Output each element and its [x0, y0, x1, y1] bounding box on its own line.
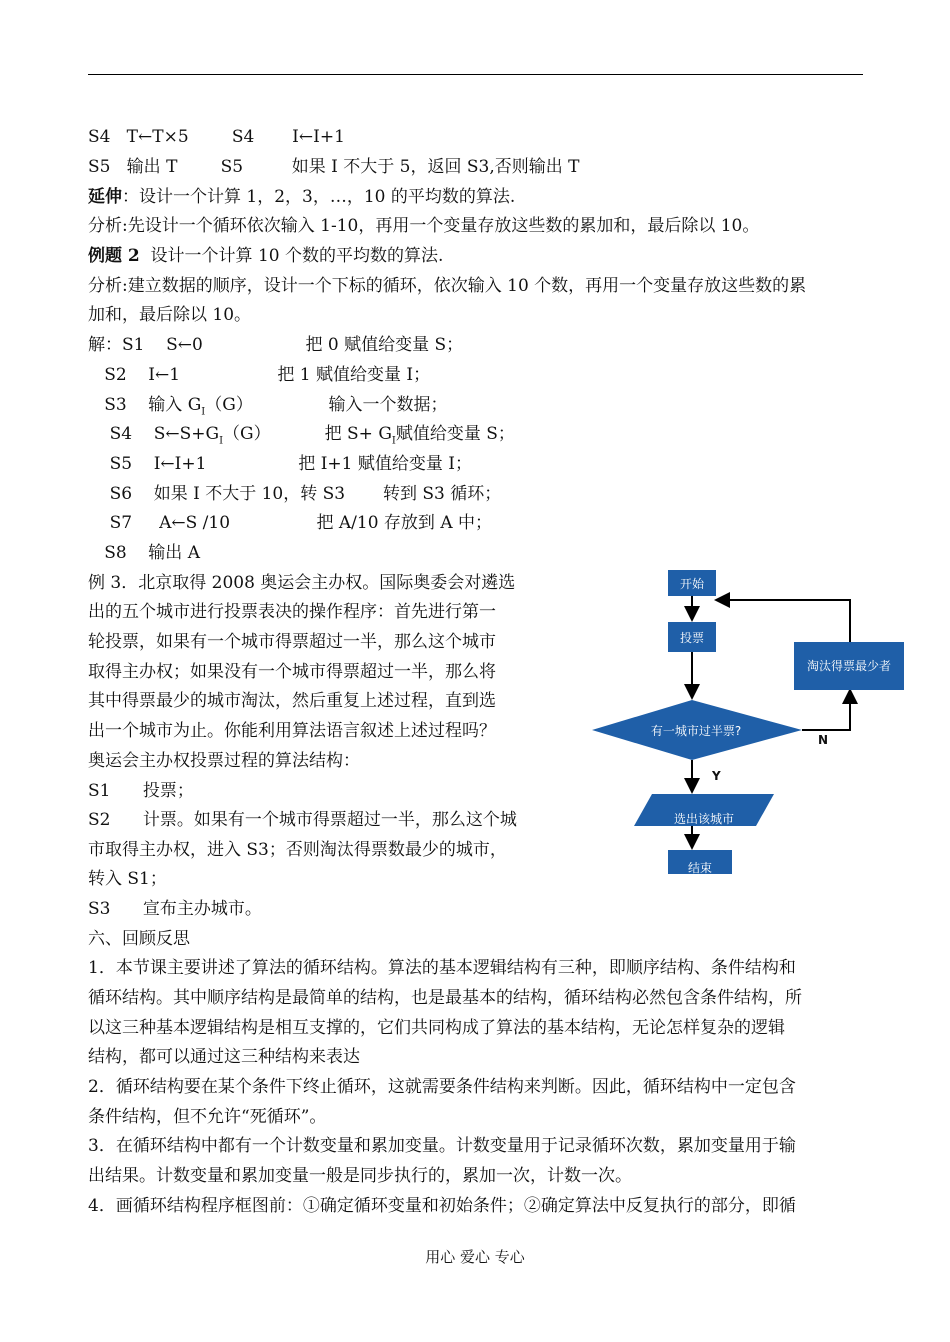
- page-footer: 用心 爱心 专心: [425, 1248, 525, 1266]
- step-s3: S3 输入 G: [88, 395, 202, 415]
- text-line: S4 T←T×5 S4 I←I+1: [88, 127, 345, 147]
- text-line: 4．画循环结构程序框图前：①确定循环变量和初始条件；②确定算法中反复执行的部分，即循: [88, 1196, 796, 1216]
- subscript-i: I: [201, 406, 206, 418]
- text-line: 分析:建立数据的顺序，设计一个下标的循环，依次输入 10 个数，再用一个变量存放这些数的累: [88, 276, 807, 296]
- text-line: S1 投票；: [88, 781, 194, 801]
- text-line: 2．循环结构要在某个条件下终止循环，这就需要条件结构来判断。因此，循环结构中一定包含: [88, 1077, 796, 1097]
- decision-label: 有一城市过半票?: [650, 724, 742, 738]
- text-line: 条件结构，但不允许“死循环”。: [88, 1107, 327, 1127]
- extend-text: ：设计一个计算 1，2，3，…，10 的平均数的算法.: [122, 187, 516, 207]
- text-line: [88, 394, 447, 423]
- no-arrow: [802, 692, 850, 730]
- text-line: 市取得主办权，进入 S3；否则淘汰得票数最少的城市，: [88, 840, 507, 860]
- text-line: [88, 186, 515, 208]
- extend-label: 延伸: [88, 187, 122, 207]
- text-line: 分析:先设计一个循环依次输入 1-10，再用一个变量存放这些数的累加和，最后除以 10。: [88, 216, 760, 236]
- select-label: 选出该城市: [673, 812, 735, 826]
- eliminate-label: 淘汰得票最少者: [806, 659, 892, 673]
- step-s3-rest: （G） 输入一个数据；: [205, 395, 448, 415]
- text-line: 轮投票，如果有一个城市得票超过一半，那么这个城市: [88, 632, 496, 652]
- text-line: 转入 S1；: [88, 869, 167, 889]
- header-rule: [88, 74, 863, 75]
- text-line: 循环结构。其中顺序结构是最简单的结构，也是最基本的结构，循环结构必然包含条件结构，所: [88, 988, 802, 1008]
- text-line: 出的五个城市进行投票表决的操作程序：首先进行第一: [88, 602, 496, 622]
- text-line: S2 I←1 把 1 赋值给变量 I；: [88, 365, 431, 385]
- vote-label: 投票: [679, 631, 705, 645]
- text-line: 例 3．北京取得 2008 奥运会主办权。国际奥委会对遴选: [88, 573, 516, 593]
- text-line: 解：S1 S←0 把 0 赋值给变量 S；: [88, 335, 464, 355]
- text-line: 出一个城市为止。你能利用算法语言叙述上述过程吗？: [88, 721, 496, 741]
- subscript-i: I: [219, 435, 224, 447]
- step-s4: S4 S←S+G: [88, 424, 220, 444]
- text-line: 1．本节课主要讲述了算法的循环结构。算法的基本逻辑结构有三种，即顺序结构、条件结构和: [88, 958, 796, 978]
- text-line: S2 计票。如果有一个城市得票超过一半，那么这个城: [88, 810, 517, 830]
- text-line: 其中得票最少的城市淘汰，然后重复上述过程，直到选: [88, 691, 496, 711]
- text-line: 加和，最后除以 10。: [88, 305, 252, 325]
- text-line: S8 输出 A: [88, 543, 200, 563]
- text-line: 奥运会主办权投票过程的算法结构：: [88, 751, 360, 771]
- step-s4-mid: （G） 把 S+ G: [223, 424, 392, 444]
- text-line: S6 如果 I 不大于 10，转 S3 转到 S3 循环；: [88, 484, 502, 504]
- yes-label: Y: [712, 769, 721, 783]
- text-line: 3．在循环结构中都有一个计数变量和累加变量。计数变量用于记录循环次数，累加变量用于输: [88, 1136, 796, 1156]
- loop-arrow: [718, 600, 850, 642]
- text-line: S5 I←I+1 把 I+1 赋值给变量 I；: [88, 454, 472, 474]
- text-line: 结构，都可以通过这三种结构来表达: [88, 1047, 360, 1067]
- text-line: [88, 423, 515, 452]
- start-label: 开始: [679, 577, 705, 591]
- text-line: [88, 245, 443, 267]
- end-label: 结束: [687, 861, 713, 875]
- text-line: S5 输出 T S5 如果 I 不大于 5，返回 S3,否则输出 T: [88, 157, 580, 177]
- example2-text: 设计一个计算 10 个数的平均数的算法.: [139, 246, 444, 266]
- section-heading: 六、回顾反思: [88, 929, 190, 949]
- text-line: 以这三种基本逻辑结构是相互支撑的，它们共同构成了算法的基本结构，无论怎样复杂的逻辑: [88, 1018, 785, 1038]
- subscript-i: I: [391, 435, 396, 447]
- text-line: S3 宣布主办城市。: [88, 899, 262, 919]
- text-line: S7 A←S /10 把 A/10 存放到 A 中；: [88, 513, 493, 533]
- example2-label: 例题 2: [88, 246, 140, 266]
- text-line: 出结果。计数变量和累加变量一般是同步执行的，累加一次，计数一次。: [88, 1166, 632, 1186]
- flowchart: [588, 566, 918, 878]
- text-line: 取得主办权；如果没有一个城市得票超过一半，那么将: [88, 662, 496, 682]
- step-s4-rest: 赋值给变量 S；: [395, 424, 515, 444]
- no-label: N: [818, 733, 829, 747]
